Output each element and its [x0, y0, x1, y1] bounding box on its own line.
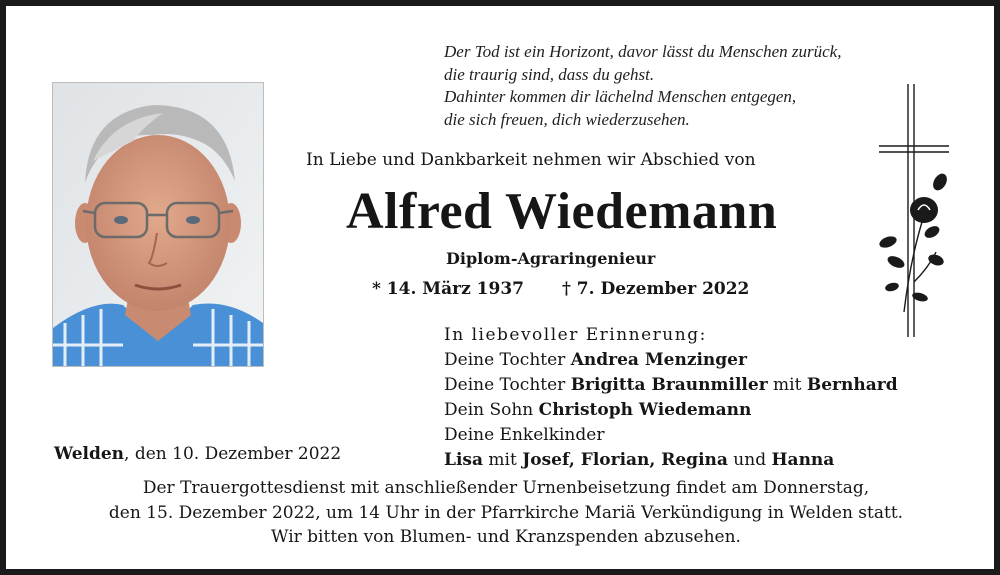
portrait-photo	[52, 82, 264, 367]
poem-line: die sich freuen, dich wiederzusehen.	[444, 109, 690, 129]
mourners-list	[444, 323, 898, 473]
service-notice	[18, 476, 994, 550]
connector-text: mit	[483, 450, 523, 470]
connector-text: mit	[767, 375, 807, 395]
relation-text: Deine Tochter	[444, 350, 571, 370]
town-name: Welden	[54, 444, 125, 464]
mourner-name: Josef, Florian, Regina	[522, 450, 728, 470]
mourner-name: Christoph Wiedemann	[538, 400, 752, 420]
death-date: † 7. Dezember 2022	[562, 279, 750, 299]
mourner-line	[444, 398, 898, 423]
intro-text: In Liebe und Dankbarkeit nehmen wir Abschied von	[306, 150, 756, 170]
portrait-illustration	[53, 83, 263, 366]
relation-text: Dein Sohn	[444, 400, 539, 420]
mourners-heading: In liebevoller Erinnerung:	[444, 325, 707, 345]
deceased-title: Diplom-Agraringenieur	[446, 249, 656, 268]
poem	[444, 41, 914, 131]
cross-with-rose-icon	[874, 82, 956, 342]
poem-line: Der Tod ist ein Horizont, davor lässt du Menschen zurück,	[444, 42, 842, 61]
birth-date: * 14. März 1937	[372, 279, 524, 299]
mourner-line: Deine Enkelkinder	[444, 425, 605, 445]
mourner-name: Andrea Menzinger	[570, 350, 747, 370]
deceased-name: Alfred Wiedemann	[346, 183, 778, 240]
service-line: den 15. Dezember 2022, um 14 Uhr in der Pfarrkirche Mariä Verkündigung in Welden statt.	[108, 502, 904, 523]
mourner-name: Bernhard	[806, 375, 898, 395]
cross-illustration	[874, 82, 956, 342]
mourner-name: Lisa	[444, 450, 483, 470]
mourner-line	[444, 448, 898, 473]
mourner-name: Hanna	[771, 450, 835, 470]
relation-text: Deine Tochter	[444, 375, 571, 395]
service-line: Wir bitten von Blumen- und Kranzspenden abzusehen.	[271, 527, 741, 547]
notice-date: , den 10. Dezember 2022	[124, 444, 342, 464]
mourner-line	[444, 348, 898, 373]
mourner-line	[444, 373, 898, 398]
connector-text: und	[727, 450, 772, 470]
place-date	[54, 444, 341, 464]
mourner-name: Brigitta Braunmiller	[570, 375, 768, 395]
poem-line: die traurig sind, dass du gehst.	[444, 64, 655, 84]
service-line: Der Trauergottesdienst mit anschließender Urnenbeisetzung findet am Donnerstag,	[142, 478, 870, 498]
poem-line: Dahinter kommen dir lächelnd Menschen entgegen,	[444, 87, 797, 106]
